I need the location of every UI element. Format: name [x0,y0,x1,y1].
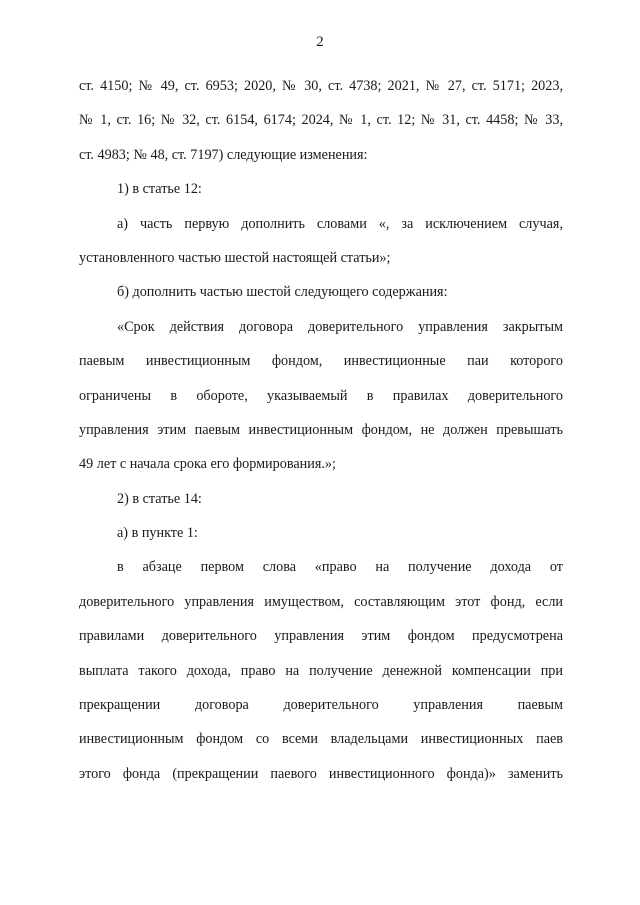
text-line: прекращении договора доверительного управления паевым [79,697,563,714]
text-line: ст. 4983; № 48, ст. 7197) следующие изменения: [79,146,368,163]
text-line: № 1, ст. 16; № 32, ст. 6154, 6174; 2024, № 1, ст. 12; № 31, ст. 4458; № 33, [79,112,563,129]
document-body [79,69,563,791]
text-line: управления этим паевым инвестиционным фондом, не должен превышать [79,421,563,438]
text-line: паевым инвестиционным фондом, инвестиционные паи которого [79,353,563,370]
text-line: а) в пункте 1: [117,525,198,542]
text-line: правилами доверительного управления этим фондом предусмотрена [79,628,563,645]
text-line: в абзаце первом слова «право на получение дохода от [117,559,563,576]
text-line: ст. 4150; № 49, ст. 6953; 2020, № 30, ст. 4738; 2021, № 27, ст. 5171; 2023, [79,78,563,94]
text-line: установленного частью шестой настоящей статьи»; [79,249,391,266]
text-line: доверительного управления имуществом, составляющим этот фонд, если [79,593,563,610]
text-line: ограничены в обороте, указываемый в правилах доверительного [79,387,563,404]
text-line: инвестиционным фондом со всеми владельцами инвестиционных паев [79,731,563,748]
text-line: 2) в статье 14: [117,490,202,507]
text-line: б) дополнить частью шестой следующего содержания: [117,284,448,301]
text-line: выплата такого дохода, право на получение денежной компенсации при [79,662,563,679]
text-line: этого фонда (прекращении паевого инвестиционного фонда)» заменить [79,765,563,782]
text-line: а) часть первую дополнить словами «, за исключением случая, [117,215,563,232]
text-line: 1) в статье 12: [117,181,202,198]
page-number: 2 [316,34,324,50]
text-line: «Срок действия договора доверительного управления закрытым [117,318,563,335]
text-line: 49 лет с начала срока его формирования.»; [79,456,336,473]
